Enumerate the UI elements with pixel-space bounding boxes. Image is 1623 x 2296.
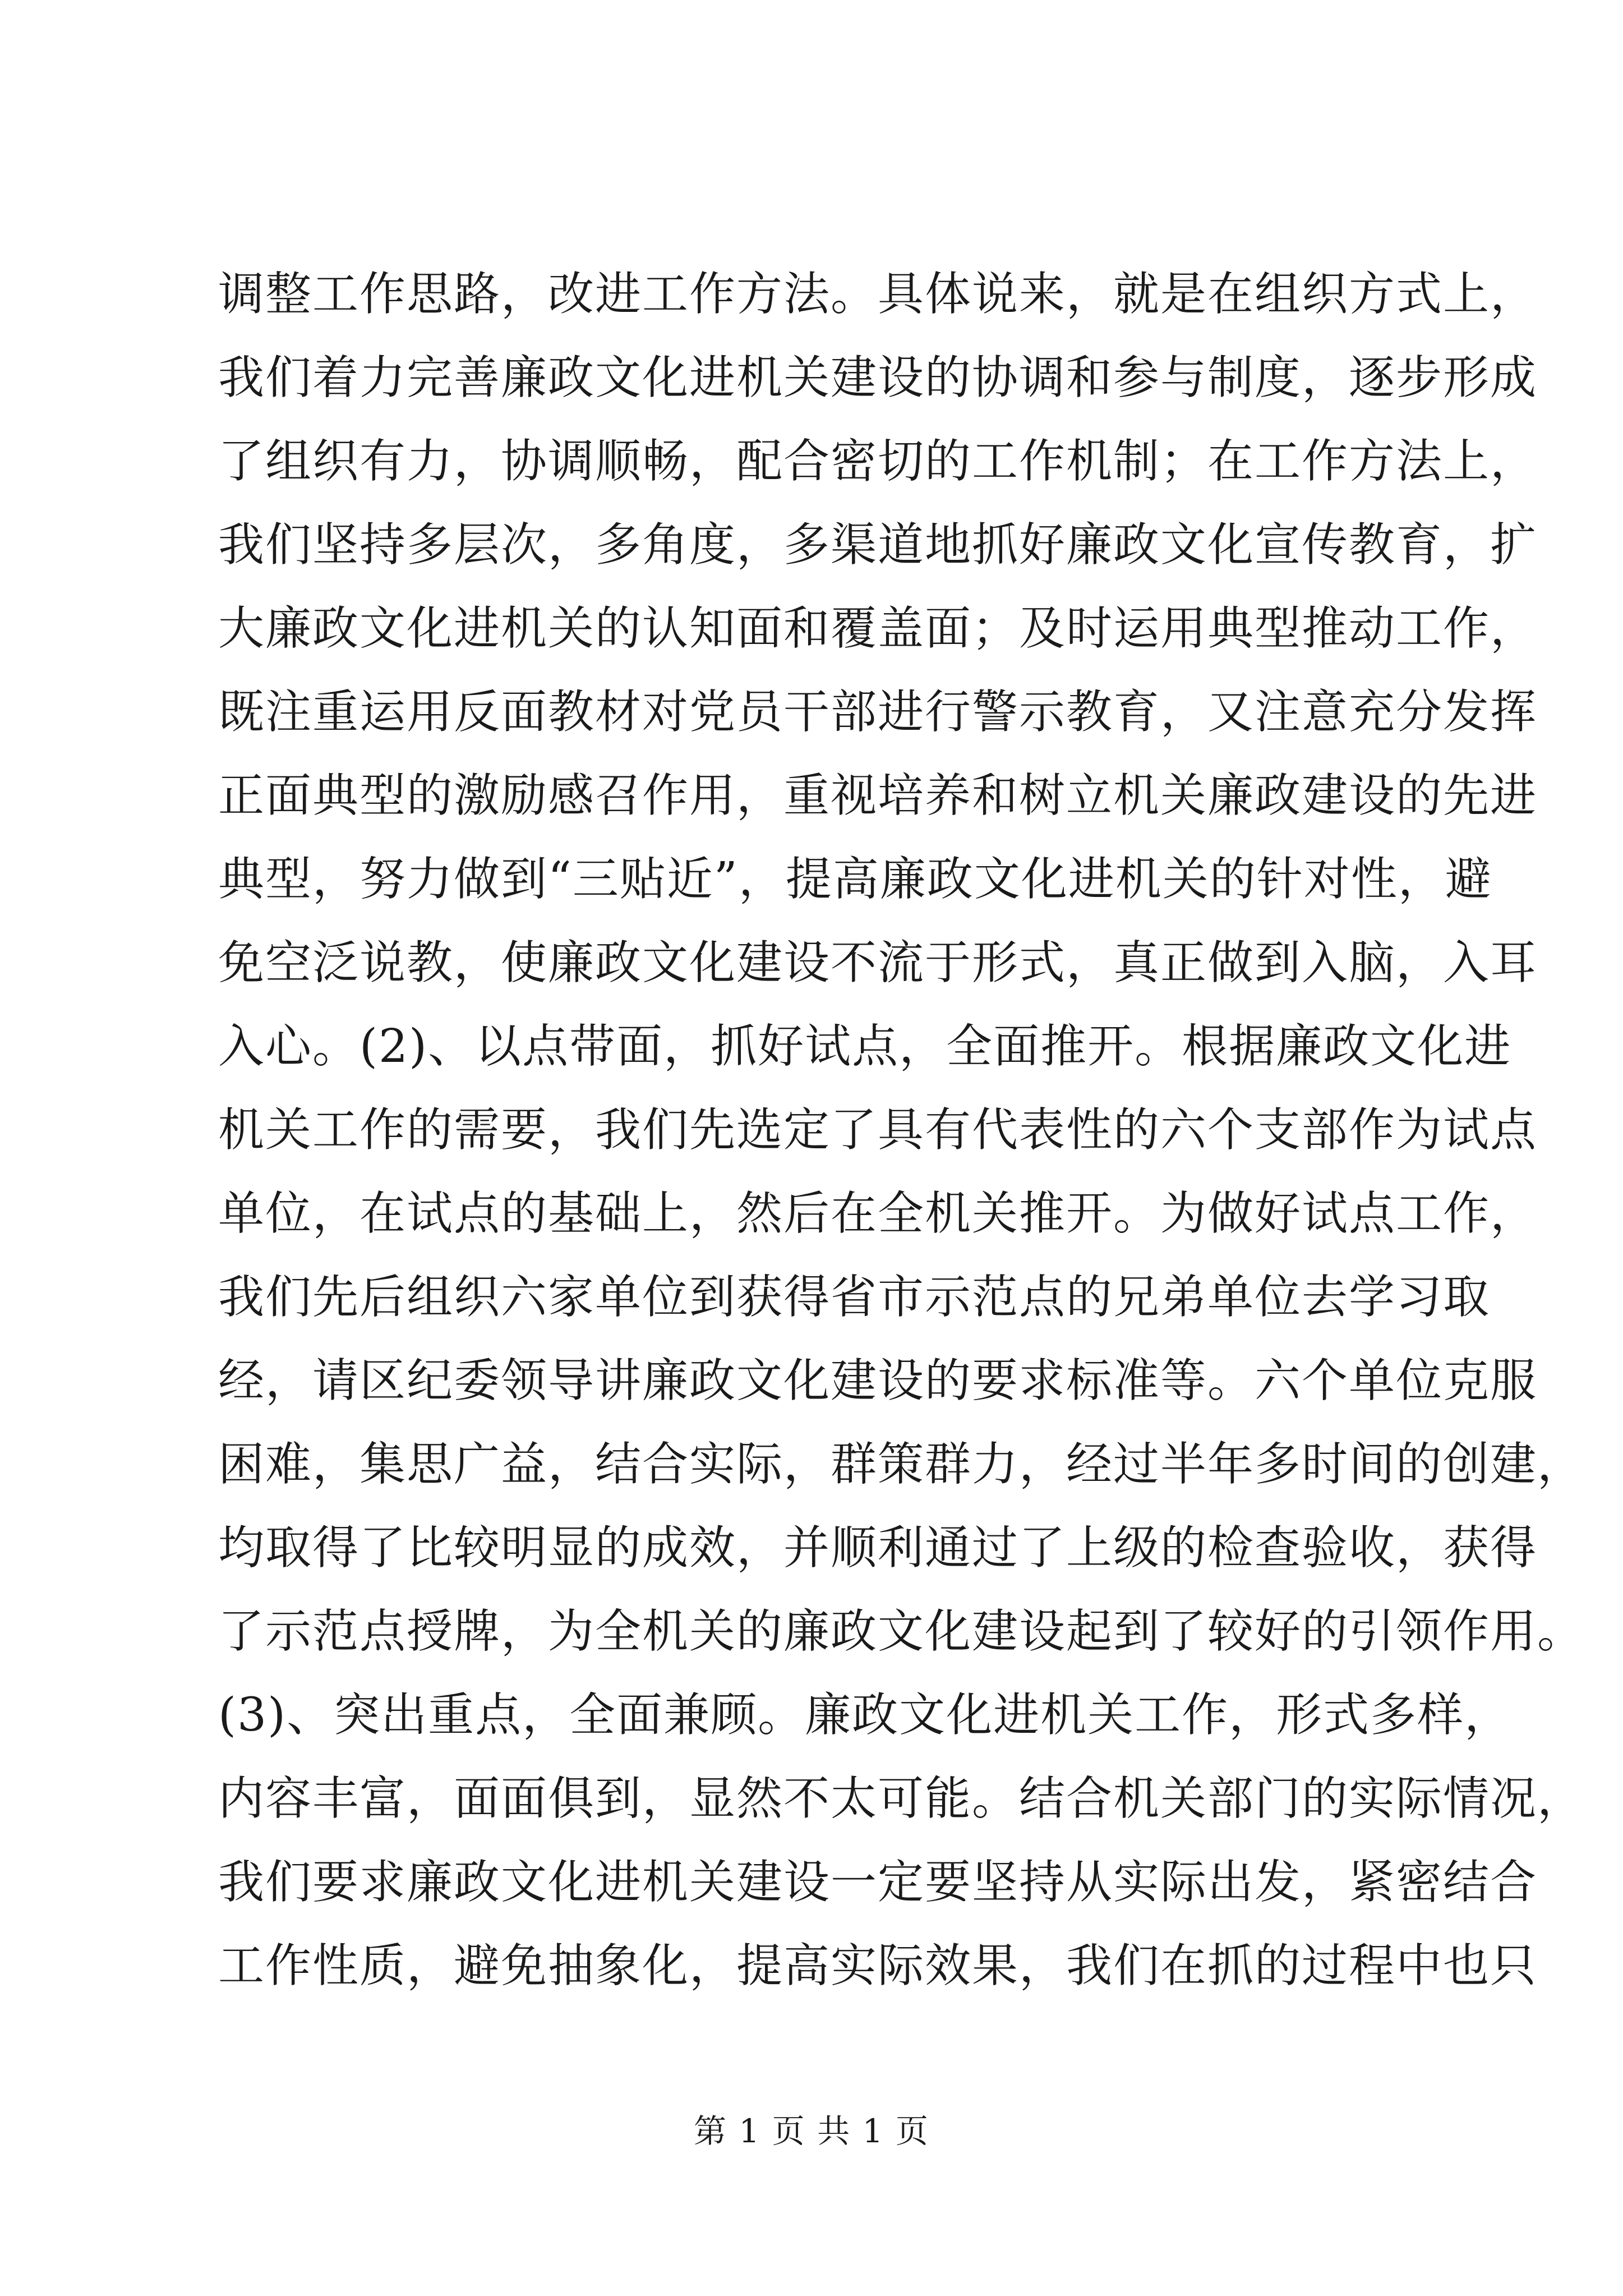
text-line: 了组织有力，协调顺畅，配合密切的工作机制；在工作方法上，	[218, 435, 1538, 488]
text-line: 大廉政文化进机关的认知面和覆盖面；及时运用典型推动工作，	[218, 602, 1538, 655]
text-line: (3)、突出重点，全面兼顾。廉政文化进机关工作，形式多样，	[218, 1688, 1512, 1742]
text-line: 均取得了比较明显的成效，并顺利通过了上级的检查验收，获得	[218, 1521, 1538, 1575]
text-line: 我们要求廉政文化进机关建设一定要坚持从实际出发，紧密结合	[218, 1856, 1538, 1909]
text-line: 内容丰富，面面俱到，显然不太可能。结合机关部门的实际情况，	[218, 1772, 1585, 1825]
text-line: 既注重运用反面教材对党员干部进行警示教育，又注意充分发挥	[218, 685, 1538, 739]
text-line: 困难，集思广益，结合实际，群策群力，经过半年多时间的创建，	[218, 1438, 1585, 1491]
text-line: 我们着力完善廉政文化进机关建设的协调和参与制度，逐步形成	[218, 351, 1538, 404]
text-line: 了示范点授牌，为全机关的廉政文化建设起到了较好的引领作用。	[218, 1605, 1585, 1658]
text-line: 机关工作的需要，我们先选定了具有代表性的六个支部作为试点	[218, 1103, 1538, 1157]
text-line: 正面典型的激励感召作用，重视培养和树立机关廉政建设的先进	[218, 769, 1538, 822]
page-footer: 第 1 页 共 1 页	[694, 2112, 929, 2150]
text-line: 我们坚持多层次，多角度，多渠道地抓好廉政文化宣传教育，扩	[218, 518, 1538, 572]
text-line: 经，请区纪委领导讲廉政文化建设的要求标准等。六个单位克服	[218, 1354, 1538, 1407]
text-line: 工作性质，避免抽象化，提高实际效果，我们在抓的过程中也只	[218, 1939, 1538, 1993]
text-line: 免空泛说教，使廉政文化建设不流于形式，真正做到入脑，入耳	[218, 936, 1538, 990]
text-line: 单位，在试点的基础上，然后在全机关推开。为做好试点工作，	[218, 1187, 1538, 1240]
text-line: 我们先后组织六家单位到获得省市示范点的兄弟单位去学习取	[218, 1271, 1491, 1324]
text-line: 调整工作思路，改进工作方法。具体说来，就是在组织方式上，	[218, 268, 1538, 321]
body-text	[218, 252, 1585, 2008]
text-line: 典型，努力做到“三贴近”，提高廉政文化进机关的针对性，避	[218, 853, 1492, 906]
text-line: 入心。(2)、以点带面，抓好试点，全面推开。根据廉政文化进	[218, 1020, 1512, 1073]
